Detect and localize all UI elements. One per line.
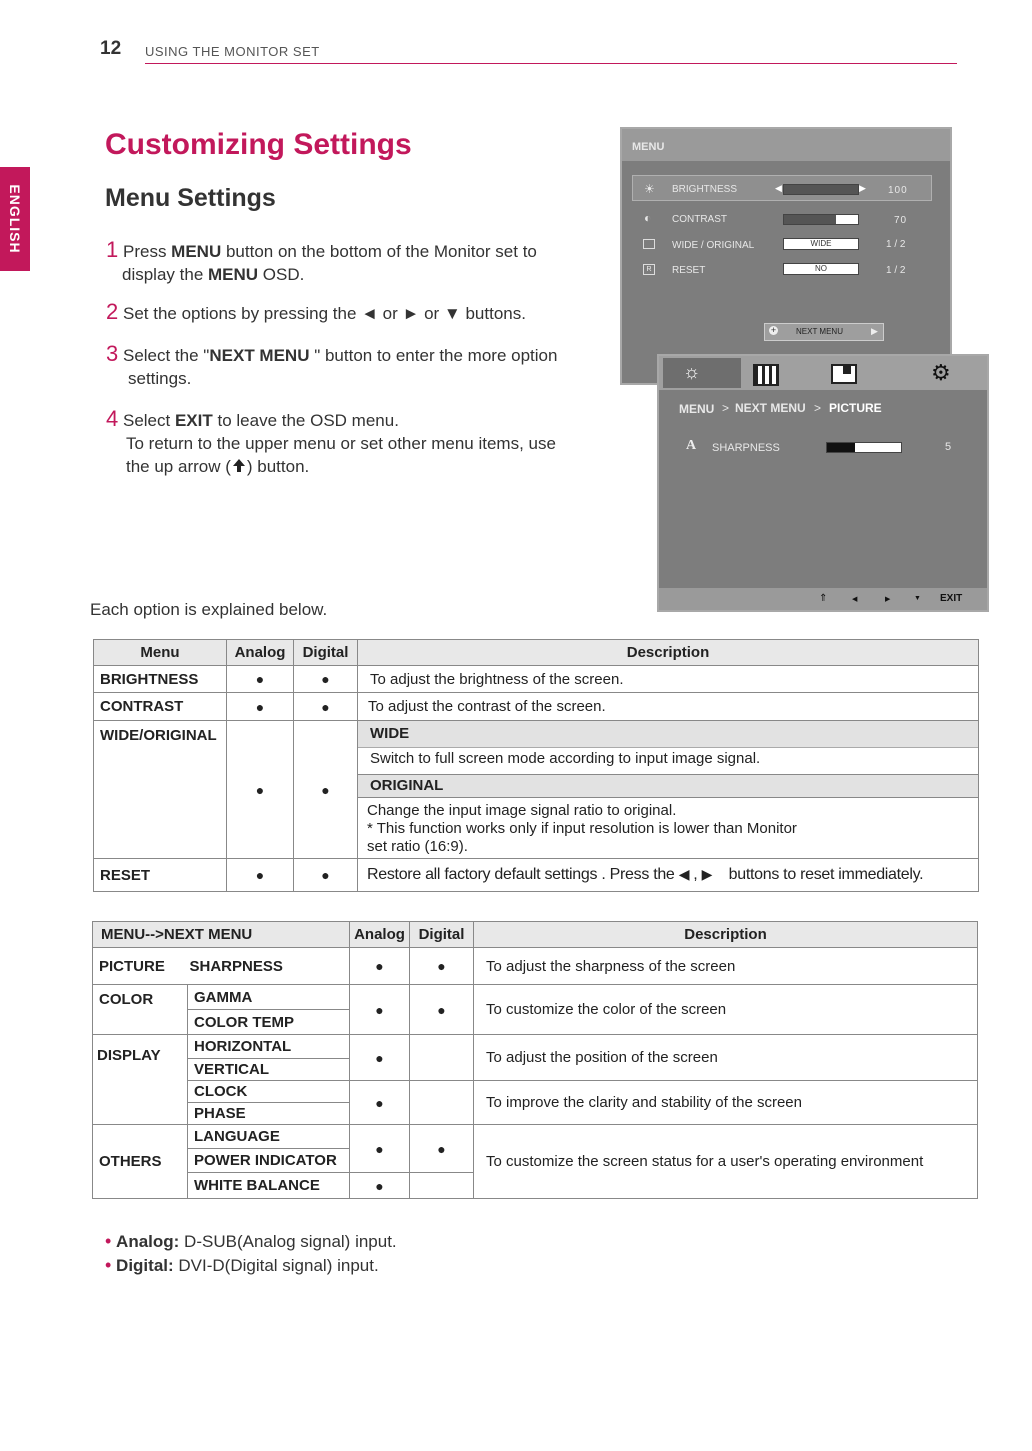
page-number: 12 xyxy=(100,38,122,59)
next-menu-table xyxy=(92,921,978,1199)
digital-dot: ● xyxy=(294,693,358,721)
menu-keyword: MENU xyxy=(171,242,222,261)
up-arrow-icon xyxy=(231,457,247,473)
explained-note: Each option is explained below. xyxy=(90,600,328,619)
analog-dot: ● xyxy=(350,1173,410,1199)
description: To adjust the brightness of the screen. xyxy=(358,666,979,693)
next-menu-label: NEXT MENU xyxy=(796,327,843,336)
osd-row-label: BRIGHTNESS xyxy=(672,184,738,195)
next-menu-keyword: NEXT MENU xyxy=(209,346,310,365)
step-4 xyxy=(106,407,606,478)
col-header-description: Description xyxy=(358,640,979,666)
item-name: VERTICAL xyxy=(188,1059,350,1081)
wide-description: Switch to full screen mode according to input image signal. xyxy=(358,748,978,775)
osd-row-label: RESET xyxy=(672,265,706,276)
step-3 xyxy=(106,342,606,390)
left-triangle-icon: ◀ xyxy=(678,866,690,882)
right-arrow-icon[interactable]: ▶ xyxy=(885,596,891,603)
bullet-icon: • xyxy=(105,1255,112,1275)
exit-button[interactable]: EXIT xyxy=(940,593,963,604)
col-header-next-menu: MENU-->NEXT MENU xyxy=(93,922,350,948)
menu-name: RESET xyxy=(94,859,227,892)
analog-dot: ● xyxy=(227,859,294,892)
wide-subheader: WIDE xyxy=(358,721,978,748)
section-title: USING THE MONITOR SET xyxy=(145,44,320,59)
language-tab xyxy=(0,167,30,271)
osd-row-value: 1 / 2 xyxy=(886,265,906,276)
col-header-analog: Analog xyxy=(227,640,294,666)
osd-header xyxy=(622,129,950,161)
display-tab-icon[interactable] xyxy=(831,364,857,384)
col-header-menu: Menu xyxy=(94,640,227,666)
header-rule xyxy=(145,63,957,64)
step-text: Set the options by pressing the ◄ or ► or ▼ buttons. xyxy=(122,304,526,323)
table-row xyxy=(94,859,979,892)
legend-analog xyxy=(105,1231,397,1252)
plus-icon: + xyxy=(770,325,777,335)
menu-options-table xyxy=(93,639,979,892)
osd-menu-label: MENU xyxy=(632,141,665,153)
table-row xyxy=(94,666,979,693)
analog-dot: ● xyxy=(350,1125,410,1173)
description: To customize the color of the screen xyxy=(474,985,978,1035)
table-row xyxy=(93,948,978,985)
legend-text: D-SUB(Analog signal) input. xyxy=(179,1232,397,1251)
section-subtitle: Menu Settings xyxy=(105,184,276,212)
description: To adjust the position of the screen xyxy=(474,1035,978,1081)
breadcrumb-next-menu[interactable]: NEXT MENU xyxy=(735,401,806,415)
step-text: the up arrow ( xyxy=(126,457,231,476)
table-row xyxy=(94,721,979,859)
step-text: Select xyxy=(122,411,175,430)
brightness-bar[interactable] xyxy=(783,184,859,195)
menu-name: CONTRAST xyxy=(94,693,227,721)
chevron-right-icon: > xyxy=(814,401,822,415)
digital-dot: ● xyxy=(294,859,358,892)
reset-option-box[interactable]: NO xyxy=(783,263,859,275)
analog-dot: ● xyxy=(227,693,294,721)
reset-description: Restore all factory default settings . Press the xyxy=(367,866,675,883)
next-menu-button[interactable] xyxy=(764,323,884,341)
original-note: * This function works only if input resolution is lower than Monitor xyxy=(367,820,797,837)
step-number: 1 xyxy=(106,237,119,262)
original-line: Change the input image signal ratio to original. xyxy=(367,802,677,819)
chevron-right-icon: > xyxy=(722,401,730,415)
description: To adjust the sharpness of the screen xyxy=(474,948,978,985)
analog-dot: ● xyxy=(227,666,294,693)
up-arrow-icon[interactable]: ⇑ xyxy=(819,593,828,604)
col-header-description: Description xyxy=(474,922,978,948)
description: To customize the screen status for a user's operating environment xyxy=(474,1125,978,1199)
group-name: COLOR xyxy=(93,985,188,1035)
description: To improve the clarity and stability of the screen xyxy=(474,1081,978,1125)
osd-main-menu xyxy=(620,127,952,385)
group-name: PICTURE xyxy=(93,948,188,985)
page-title: Customizing Settings xyxy=(105,128,412,161)
group-name: OTHERS xyxy=(93,1125,188,1199)
legend-key: Analog: xyxy=(116,1232,180,1251)
description: To adjust the contrast of the screen. xyxy=(358,693,979,721)
item-name: LANGUAGE xyxy=(188,1125,350,1149)
original-subheader: ORIGINAL xyxy=(358,775,978,798)
sharpness-bar[interactable] xyxy=(826,442,902,453)
step-text: Press xyxy=(122,242,172,261)
original-note: set ratio (16:9). xyxy=(367,838,468,855)
sharpness-value: 5 xyxy=(945,441,952,453)
analog-dot: ● xyxy=(350,985,410,1035)
table-row xyxy=(93,1125,978,1149)
description xyxy=(358,721,979,859)
picture-tab-icon[interactable]: ☼ xyxy=(683,362,701,383)
left-arrow-icon[interactable]: ◀ xyxy=(775,183,782,193)
step-number: 4 xyxy=(106,406,119,431)
osd-row-label: CONTRAST xyxy=(672,214,727,225)
breadcrumb-picture[interactable]: PICTURE xyxy=(829,401,882,415)
wide-icon xyxy=(643,239,655,249)
col-header-digital: Digital xyxy=(410,922,474,948)
osd-row-value: 100 xyxy=(888,185,908,196)
step-text: To return to the upper menu or set other menu items, use xyxy=(126,434,556,453)
step-2 xyxy=(106,300,596,325)
description: Restore all factory default settings . Press the ◀ , ▶ buttons to reset immediately. xyxy=(358,859,979,892)
col-header-digital: Digital xyxy=(294,640,358,666)
digital-dot: ● xyxy=(294,721,358,859)
item-name: WHITE BALANCE xyxy=(188,1173,350,1199)
analog-dot: ● xyxy=(350,1035,410,1081)
table-row xyxy=(93,1035,978,1059)
item-name: HORIZONTAL xyxy=(188,1035,350,1059)
step-1 xyxy=(106,238,596,286)
original-description xyxy=(358,798,978,856)
analog-dot: ● xyxy=(227,721,294,859)
step-text: Select the " xyxy=(122,346,210,365)
menu-name: WIDE/ORIGINAL xyxy=(94,721,227,859)
bullet-icon: • xyxy=(105,1231,112,1251)
digital-empty xyxy=(410,1035,474,1081)
language-label: ENGLISH xyxy=(7,184,23,254)
breadcrumb-menu[interactable]: MENU xyxy=(679,402,715,416)
table-row xyxy=(94,693,979,721)
digital-dot: ● xyxy=(410,948,474,985)
color-tab-icon[interactable] xyxy=(753,364,779,386)
item-name: SHARPNESS xyxy=(188,948,350,985)
wide-option-box[interactable]: WIDE xyxy=(783,238,859,250)
contrast-bar[interactable] xyxy=(783,214,859,225)
item-name: POWER INDICATOR xyxy=(188,1149,350,1173)
osd-next-menu xyxy=(657,354,989,612)
osd-row-label: WIDE / ORIGINAL xyxy=(672,240,755,251)
group-name: DISPLAY xyxy=(93,1035,188,1125)
step-text: button on the bottom of the Monitor set to xyxy=(221,242,537,261)
item-name: GAMMA xyxy=(188,985,350,1010)
col-header-analog: Analog xyxy=(350,922,410,948)
step-text: ) button. xyxy=(246,457,310,476)
step-number: 3 xyxy=(106,341,119,366)
right-triangle-icon: ▶ xyxy=(701,866,713,882)
reset-description: buttons to reset immediately. xyxy=(728,866,924,883)
left-arrow-icon[interactable]: ◀ xyxy=(852,596,858,603)
table-row xyxy=(93,1081,978,1103)
step-text: OSD. xyxy=(258,265,305,284)
menu-keyword: MENU xyxy=(208,265,259,284)
step-text: " button to enter the more option xyxy=(309,346,558,365)
digital-dot: ● xyxy=(410,985,474,1035)
step-text: display the xyxy=(122,265,208,284)
sun-icon: ☀ xyxy=(644,182,655,196)
gear-icon[interactable]: ⚙ xyxy=(931,360,951,385)
digital-dot: ● xyxy=(410,1125,474,1173)
right-arrow-icon: ▶ xyxy=(871,326,878,336)
legend-digital xyxy=(105,1255,379,1276)
digital-dot: ● xyxy=(294,666,358,693)
item-name: COLOR TEMP xyxy=(188,1010,350,1035)
table-row xyxy=(93,985,978,1010)
menu-name: BRIGHTNESS xyxy=(94,666,227,693)
step-text: settings. xyxy=(128,369,192,388)
step-text: to leave the OSD menu. xyxy=(212,411,399,430)
step-number: 2 xyxy=(106,299,119,324)
item-name: CLOCK xyxy=(188,1081,350,1103)
analog-dot: ● xyxy=(350,1081,410,1125)
right-arrow-icon[interactable]: ▶ xyxy=(859,183,866,193)
down-arrow-icon[interactable]: ▼ xyxy=(914,595,921,602)
osd-row-value: 70 xyxy=(894,215,908,226)
sharpness-icon: A xyxy=(686,438,697,453)
legend-key: Digital: xyxy=(116,1256,174,1275)
exit-keyword: EXIT xyxy=(174,411,213,430)
item-name: PHASE xyxy=(188,1103,350,1125)
contrast-icon: ◐ xyxy=(644,211,652,225)
legend-text: DVI-D(Digital signal) input. xyxy=(173,1256,379,1275)
digital-empty xyxy=(410,1173,474,1199)
osd-row-value: 1 / 2 xyxy=(886,239,906,250)
digital-empty xyxy=(410,1081,474,1125)
analog-dot: ● xyxy=(350,948,410,985)
reset-icon: R xyxy=(643,264,655,275)
osd-tab-active[interactable] xyxy=(663,358,741,388)
sharpness-label: SHARPNESS xyxy=(712,442,780,454)
